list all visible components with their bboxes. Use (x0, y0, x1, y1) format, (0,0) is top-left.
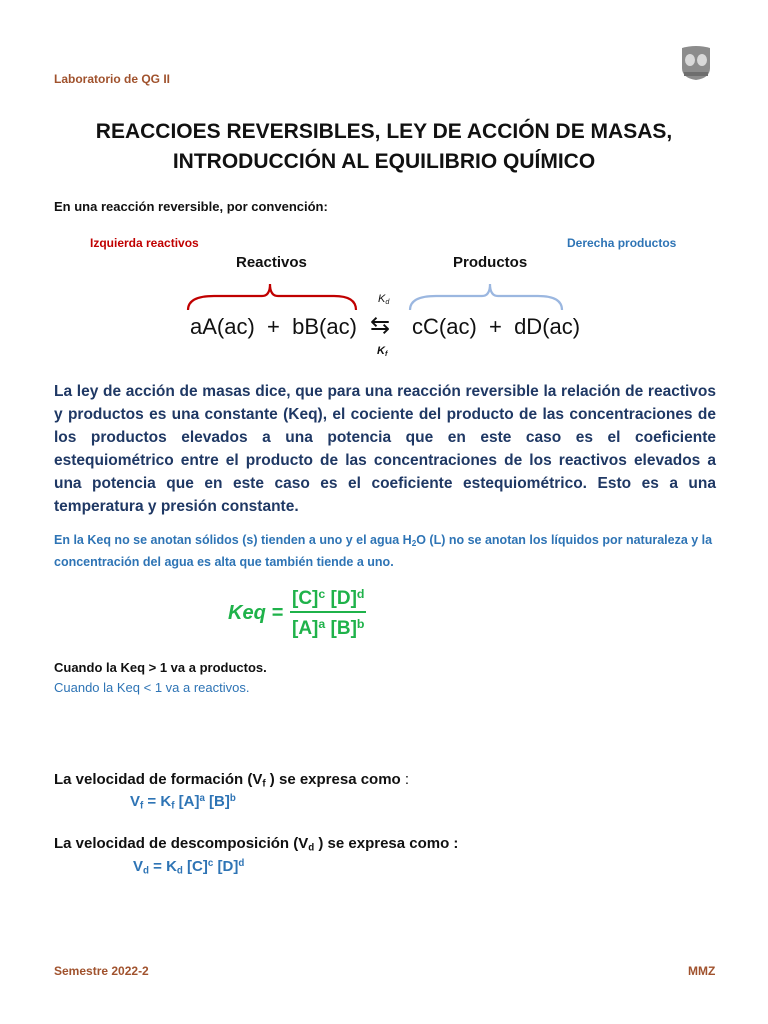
kd-label: $K_d$ (378, 293, 390, 306)
footer-semester: Semestre 2022-2 (54, 964, 149, 978)
vf-equation: $V_f = K_f$ $[A]^a$ $[B]^b$ (130, 793, 236, 812)
equilibrium-arrow-icon: ⇆ (370, 312, 391, 339)
footer-initials: MMZ (688, 964, 716, 978)
vd-text: La velocidad de descomposición ($V_d$ ) se expresa como : (54, 835, 459, 854)
vd-equation: $V_d = K_d$ $[C]^c$ $[D]^d$ (133, 858, 245, 877)
rule-products: Cuando la Keq > 1 va a productos. (54, 660, 267, 675)
keq-note: En la Keq no se anotan sólidos (s) tienden a uno y el agua $H_2O$ (L) no se anotan los líquidos por naturaleza y la concentración del agua es alta que también tiende a uno. (54, 533, 713, 570)
rule-reactants: Cuando la Keq < 1 va a reactivos. (54, 680, 250, 695)
mass-action-law-paragraph: La ley de acción de masas dice, que para una reacción reversible la relación de reactivos y productos es una constante (Keq), el cociente del producto de las concentraciones de los productos elevados a una potencia que en este caso es el coeficiente estequiométrico entre el producto de las concentraciones de los reactivos elevados a una potencia que en este caso es el coeficiente estequiométrico. Esto es a una temperatura y presión constante. (54, 383, 716, 515)
lab-header: Laboratorio de QG II (54, 72, 171, 86)
kf-label: $K_f$ (377, 345, 388, 358)
productos-label: Productos (453, 254, 528, 271)
keq-denominator: $[A]^a$ $[B]^b$ (292, 617, 365, 640)
intro-text: En una reacción reversible, por convención: (54, 199, 328, 214)
keq-lhs: Keq = (228, 602, 284, 624)
products-expression: cC(ac) + dD(ac) (412, 314, 581, 339)
reactants-expression: aA(ac) + bB(ac) (190, 314, 357, 339)
page-title-line2: INTRODUCCIÓN AL EQUILIBRIO QUÍMICO (172, 150, 596, 173)
left-note: Izquierda reactivos (90, 236, 199, 250)
right-note: Derecha productos (567, 236, 677, 250)
keq-numerator: $[C]^c$ $[D]^d$ (290, 587, 366, 613)
unam-logo-icon (676, 44, 716, 82)
vf-text: La velocidad de formación ($V_f$ ) se expresa como : (54, 771, 410, 790)
reactivos-label: Reactivos (236, 254, 307, 271)
page-title-line1: REACCIOES REVERSIBLES, LEY DE ACCIÓN DE MASAS, (95, 120, 673, 143)
